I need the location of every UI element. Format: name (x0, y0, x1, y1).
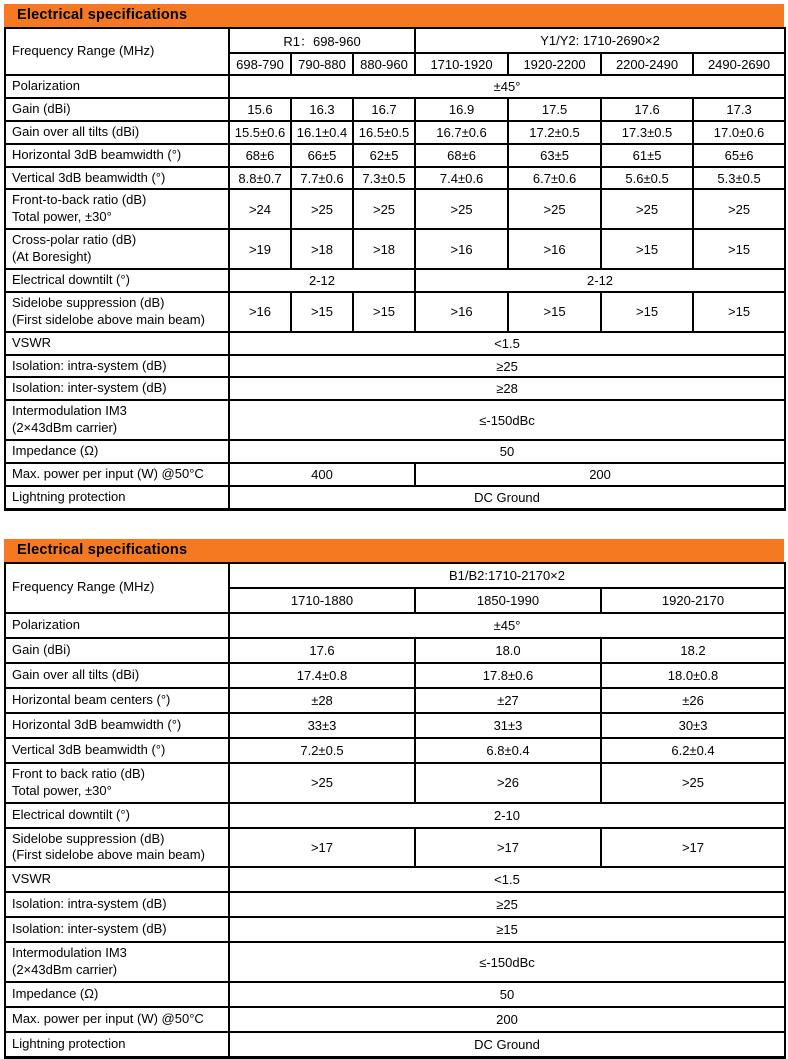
spec-value-cell: ±45° (229, 613, 785, 638)
spec-value-cell: DC Ground (229, 1032, 785, 1057)
spec-row-label-line: Front-to-back ratio (dB) (12, 192, 147, 208)
spec-value-cell: 17.4±0.8 (229, 663, 415, 688)
spec-value-cell: ≥28 (229, 377, 785, 400)
spec-value-cell: 31±3 (415, 713, 601, 738)
spec-value-cell: >25 (601, 189, 693, 229)
spec-value-cell: 16.5±0.5 (353, 121, 415, 144)
spec-row-label (5, 189, 229, 229)
electrical-specs-block-2 (4, 539, 784, 1059)
spec-value-cell: >18 (291, 229, 353, 269)
spec-value-cell: DC Ground (229, 486, 785, 509)
spec-row (5, 167, 785, 190)
spec-row-label-line: Gain (dBi) (12, 641, 71, 657)
spec-value-cell: 7.2±0.5 (229, 738, 415, 763)
spec-value-cell: 68±6 (415, 144, 508, 167)
spec-value-cell: 7.3±0.5 (353, 167, 415, 190)
spec-row (5, 355, 785, 378)
spec-value-cell: >25 (291, 189, 353, 229)
spec-value-cell: ≤-150dBc (229, 942, 785, 982)
spec-row-label-line: Isolation: inter-system (dB) (12, 921, 167, 937)
spec-row-label-line: (First sidelobe above main beam) (12, 311, 205, 327)
spec-row-label (5, 292, 229, 332)
spec-value-cell: 66±5 (291, 144, 353, 167)
spec-row-label (5, 1007, 229, 1032)
spec-row-label (5, 613, 229, 638)
section-title: Electrical specifications (17, 7, 188, 23)
spec-value-cell: 17.6 (229, 638, 415, 663)
spec-value-cell: >25 (508, 189, 601, 229)
subband-label: 1710-1920 (415, 53, 508, 75)
spec-row-label-line: Gain (dBi) (12, 100, 71, 116)
spec-row-label-line: Vertical 3dB beamwidth (°) (12, 169, 166, 185)
spec-row-label (5, 763, 229, 803)
spec-row-label (5, 982, 229, 1007)
spec-row-label-line: VSWR (12, 871, 51, 887)
frequency-range-label: Frequency Range (MHz) (5, 28, 229, 75)
spec-row-label-line: (2×43dBm carrier) (12, 962, 118, 978)
spec-value-cell: >15 (601, 292, 693, 332)
spec-row (5, 613, 785, 638)
spec-row-label (5, 663, 229, 688)
frequency-range-label: Frequency Range (MHz) (5, 563, 229, 613)
spec-row (5, 269, 785, 292)
spec-row-label-line: Horizontal beam centers (°) (12, 691, 171, 707)
spec-value-cell: 15.6 (229, 98, 291, 121)
spec-row (5, 75, 785, 98)
spec-value-cell: 17.2±0.5 (508, 121, 601, 144)
section-title-bar-1 (4, 4, 784, 27)
spec-value-cell: ±26 (601, 688, 785, 713)
spec-row (5, 229, 785, 269)
spec-row-label (5, 377, 229, 400)
spec-row-label-line: Intermodulation IM3 (12, 403, 127, 419)
spec-value-cell: >16 (415, 292, 508, 332)
spec-row (5, 942, 785, 982)
band-group-header-row (5, 28, 785, 53)
spec-value-cell: 17.0±0.6 (693, 121, 785, 144)
spec-row-label-line: Polarization (12, 616, 80, 632)
spec-row-label-line: Impedance (Ω) (12, 986, 99, 1002)
spec-value-cell: >15 (693, 229, 785, 269)
spec-value-cell: <1.5 (229, 332, 785, 355)
spec-row (5, 1032, 785, 1057)
spec-row-label-line: Total power, ±30° (12, 209, 112, 225)
subband-label: 1920-2200 (508, 53, 601, 75)
subband-label: 2200-2490 (601, 53, 693, 75)
spec-row (5, 400, 785, 440)
spec-row-label (5, 355, 229, 378)
spec-value-cell: 5.6±0.5 (601, 167, 693, 190)
spec-value-cell: 16.7±0.6 (415, 121, 508, 144)
spec-row-label (5, 867, 229, 892)
spec-value-cell: >17 (601, 828, 785, 868)
spec-row (5, 144, 785, 167)
spec-value-cell: 17.5 (508, 98, 601, 121)
spec-row (5, 189, 785, 229)
spec-value-cell: 2-12 (229, 269, 415, 292)
spec-row-label-line: Lightning protection (12, 1035, 126, 1051)
spec-row-label (5, 332, 229, 355)
spec-row-label (5, 1032, 229, 1057)
spec-value-cell: >25 (229, 763, 415, 803)
spec-row (5, 292, 785, 332)
spec-row-label (5, 688, 229, 713)
spec-value-cell: 16.7 (353, 98, 415, 121)
spec-row-label (5, 269, 229, 292)
spec-value-cell: ±45° (229, 75, 785, 98)
spec-row-label (5, 400, 229, 440)
spec-value-cell: >15 (291, 292, 353, 332)
band-group-b1b2: B1/B2:1710-2170×2 (229, 563, 785, 588)
spec-value-cell: 33±3 (229, 713, 415, 738)
spec-row (5, 377, 785, 400)
spec-row (5, 332, 785, 355)
spec-value-cell: >15 (353, 292, 415, 332)
spec-row-label-line: Max. power per input (W) @50°C (12, 1011, 204, 1027)
spec-value-cell: 50 (229, 982, 785, 1007)
spec-value-cell: 17.8±0.6 (415, 663, 601, 688)
spec-row-label-line: Total power, ±30° (12, 782, 112, 798)
spec-value-cell: 18.0±0.8 (601, 663, 785, 688)
spec-row-label-line: Intermodulation IM3 (12, 945, 127, 961)
spec-value-cell: ≥25 (229, 355, 785, 378)
spec-value-cell: >17 (415, 828, 601, 868)
spec-row (5, 463, 785, 486)
spec-row-label-line: Isolation: inter-system (dB) (12, 380, 167, 396)
spec-row (5, 738, 785, 763)
spec-row-label (5, 144, 229, 167)
spec-value-cell: >18 (353, 229, 415, 269)
spec-row (5, 982, 785, 1007)
spec-row-label (5, 121, 229, 144)
spec-row-label-line: Front to back ratio (dB) (12, 765, 145, 781)
spec-row-label-line: Lightning protection (12, 488, 126, 504)
spec-row-label (5, 738, 229, 763)
spec-row (5, 98, 785, 121)
subband-label: 1850-1990 (415, 588, 601, 613)
spec-row (5, 688, 785, 713)
spec-row-label-line: Horizontal 3dB beamwidth (°) (12, 146, 182, 162)
spec-value-cell: 50 (229, 440, 785, 463)
spec-value-cell: >15 (508, 292, 601, 332)
spec-value-cell: ≥15 (229, 917, 785, 942)
spec-row-label-line: Vertical 3dB beamwidth (°) (12, 741, 166, 757)
band-group-r1: R1：698-960 (229, 28, 415, 53)
spec-row-label-line: Sidelobe suppression (dB) (12, 830, 165, 846)
spec-value-cell: >24 (229, 189, 291, 229)
electrical-specs-block-1 (4, 4, 784, 511)
spec-value-cell: 8.8±0.7 (229, 167, 291, 190)
spec-row-label-line: Polarization (12, 78, 80, 93)
spec-value-cell: >15 (693, 292, 785, 332)
spec-row-label-line: (2×43dBm carrier) (12, 420, 118, 436)
spec-value-cell: 61±5 (601, 144, 693, 167)
spec-value-cell: 6.7±0.6 (508, 167, 601, 190)
spec-value-cell: >16 (415, 229, 508, 269)
section-title-bar-2 (4, 539, 784, 562)
spec-row-label (5, 638, 229, 663)
spec-value-cell: 7.4±0.6 (415, 167, 508, 190)
spec-row (5, 1007, 785, 1032)
spec-row-label-line: Gain over all tilts (dBi) (12, 123, 140, 139)
spec-value-cell: 5.3±0.5 (693, 167, 785, 190)
spec-table-r1-y1y2 (4, 27, 786, 511)
subband-label: 790-880 (291, 53, 353, 75)
spec-row-label-line: Impedance (Ω) (12, 443, 99, 459)
spec-value-cell: ±27 (415, 688, 601, 713)
spec-value-cell: 15.5±0.6 (229, 121, 291, 144)
spec-row-label-line: (At Boresight) (12, 249, 92, 265)
spec-row-label-line: VSWR (12, 334, 51, 350)
spec-row (5, 663, 785, 688)
spec-row-label-line: (First sidelobe above main beam) (12, 847, 205, 863)
spec-row-label-line: Max. power per input (W) @50°C (12, 466, 204, 482)
spec-row-label-line: Cross-polar ratio (dB) (12, 232, 137, 248)
spec-row-label (5, 229, 229, 269)
spec-value-cell: 200 (229, 1007, 785, 1032)
subband-label: 1710-1880 (229, 588, 415, 613)
spec-row (5, 803, 785, 828)
spec-row (5, 121, 785, 144)
spec-value-cell: 2-12 (415, 269, 785, 292)
spec-table-b1-b2 (4, 562, 786, 1059)
spec-row-label-line: Electrical downtilt (°) (12, 806, 130, 822)
spec-row (5, 486, 785, 509)
spec-value-cell: ≥25 (229, 892, 785, 917)
spec-row (5, 917, 785, 942)
spec-value-cell: 62±5 (353, 144, 415, 167)
spec-value-cell: 400 (229, 463, 415, 486)
spec-row-label (5, 75, 229, 98)
spec-value-cell: ≤-150dBc (229, 400, 785, 440)
band-group-y1y2: Y1/Y2: 1710-2690×2 (415, 28, 785, 53)
spec-row-label-line: Horizontal 3dB beamwidth (°) (12, 716, 182, 732)
subband-label: 698-790 (229, 53, 291, 75)
spec-row-label (5, 828, 229, 868)
spec-value-cell: 16.9 (415, 98, 508, 121)
spec-row-label-line: Isolation: intra-system (dB) (12, 357, 167, 373)
spec-value-cell: 65±6 (693, 144, 785, 167)
spec-row-label-line: Sidelobe suppression (dB) (12, 294, 165, 310)
subband-label: 1920-2170 (601, 588, 785, 613)
spec-value-cell: 17.3±0.5 (601, 121, 693, 144)
spec-row (5, 892, 785, 917)
spec-value-cell: >25 (353, 189, 415, 229)
spec-value-cell: >16 (229, 292, 291, 332)
spec-row-label-line: Isolation: intra-system (dB) (12, 896, 167, 912)
spec-row (5, 763, 785, 803)
spec-row (5, 867, 785, 892)
spec-row (5, 440, 785, 463)
spec-value-cell: 2-10 (229, 803, 785, 828)
spec-value-cell: 18.2 (601, 638, 785, 663)
spec-value-cell: 6.8±0.4 (415, 738, 601, 763)
spec-row (5, 638, 785, 663)
spec-row-label (5, 713, 229, 738)
spec-row-label (5, 463, 229, 486)
spec-value-cell: >19 (229, 229, 291, 269)
spec-value-cell: >25 (693, 189, 785, 229)
spec-value-cell: 16.1±0.4 (291, 121, 353, 144)
spec-value-cell: 17.3 (693, 98, 785, 121)
spec-row-label (5, 440, 229, 463)
spec-value-cell: 63±5 (508, 144, 601, 167)
spec-value-cell: 18.0 (415, 638, 601, 663)
spec-value-cell: >25 (601, 763, 785, 803)
spec-value-cell: >15 (601, 229, 693, 269)
spec-row-label (5, 942, 229, 982)
spec-row-label (5, 917, 229, 942)
spec-value-cell: <1.5 (229, 867, 785, 892)
spec-value-cell: 17.6 (601, 98, 693, 121)
spec-value-cell: 30±3 (601, 713, 785, 738)
subband-label: 880-960 (353, 53, 415, 75)
spec-value-cell: >25 (415, 189, 508, 229)
spec-value-cell: 68±6 (229, 144, 291, 167)
section-title: Electrical specifications (17, 541, 188, 558)
spec-value-cell: >17 (229, 828, 415, 868)
spec-row-label (5, 167, 229, 190)
spec-row-label-line: Gain over all tilts (dBi) (12, 666, 140, 682)
spec-row (5, 828, 785, 868)
spec-row-label (5, 98, 229, 121)
spec-value-cell: ±28 (229, 688, 415, 713)
spec-row-label (5, 892, 229, 917)
band-group-header-row (5, 563, 785, 588)
spec-row-label (5, 803, 229, 828)
spec-value-cell: 200 (415, 463, 785, 486)
spec-row-label-line: Electrical downtilt (°) (12, 272, 130, 288)
spec-value-cell: >26 (415, 763, 601, 803)
spec-row-label (5, 486, 229, 509)
spec-value-cell: 6.2±0.4 (601, 738, 785, 763)
spec-row (5, 713, 785, 738)
subband-label: 2490-2690 (693, 53, 785, 75)
spec-value-cell: 16.3 (291, 98, 353, 121)
spec-value-cell: >16 (508, 229, 601, 269)
spec-value-cell: 7.7±0.6 (291, 167, 353, 190)
